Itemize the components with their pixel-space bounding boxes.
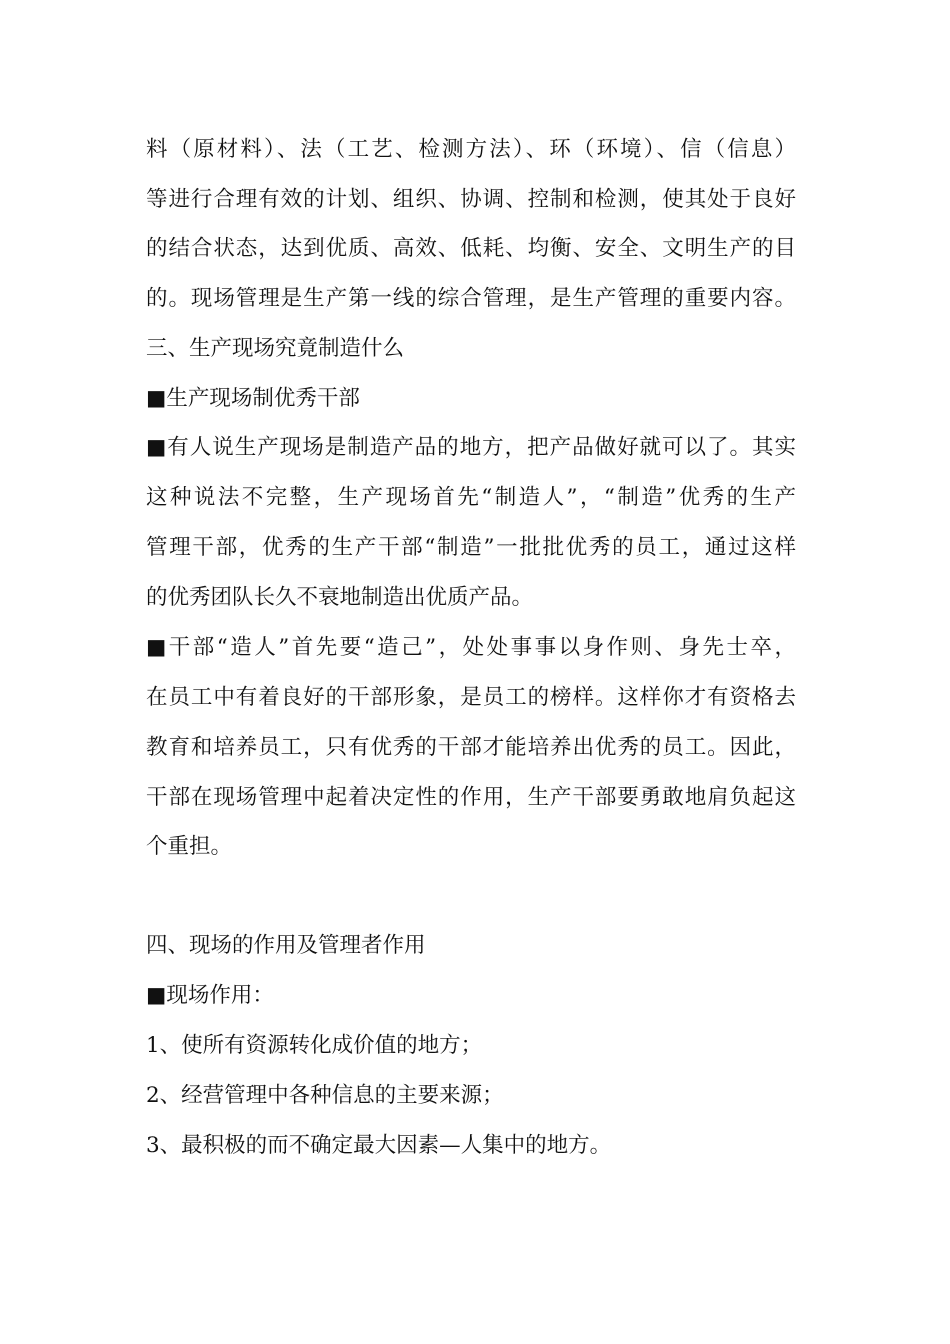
paragraph-line: 的。现场管理是生产第一线的综合管理，是生产管理的重要内容。 [146,286,796,311]
section-heading: 四、现场的作用及管理者作用 [146,933,426,958]
bullet-heading: ■生产现场制优秀干部 [146,386,360,411]
paragraph-line: ■干部“造人”首先要“造己”，处处事事以身作则、身先士卒， [146,635,796,660]
section-heading: 三、生产现场究竟制造什么 [146,336,405,361]
paragraph-line: 等进行合理有效的计划、组织、协调、控制和检测，使其处于良好 [146,187,796,212]
paragraph-line: 的结合状态，达到优质、高效、低耗、均衡、安全、文明生产的目 [146,236,796,261]
paragraph-line: 的优秀团队长久不衰地制造出优质产品。 [146,585,534,610]
document-page [146,0,796,1344]
list-item: 1、使所有资源转化成价值的地方； [146,1033,483,1058]
list-item: 3、最积极的而不确定最大因素—人集中的地方。 [146,1133,612,1158]
paragraph-line: 管理干部，优秀的生产干部“制造”一批批优秀的员工，通过这样 [146,535,796,560]
paragraph-line: 教育和培养员工，只有优秀的干部才能培养出优秀的员工。因此， [146,735,796,760]
paragraph-line: 个重担。 [146,834,233,859]
paragraph-line: 这种说法不完整，生产现场首先“制造人”，“制造”优秀的生产 [146,485,796,510]
list-item: 2、经营管理中各种信息的主要来源； [146,1083,504,1108]
bullet-heading: ■现场作用： [146,983,274,1008]
paragraph-line: 料（原材料）、法（工艺、检测方法）、环（环境）、信（信息） [146,137,796,162]
paragraph-line: 干部在现场管理中起着决定性的作用，生产干部要勇敢地肩负起这 [146,785,796,810]
paragraph-line: ■有人说生产现场是制造产品的地方，把产品做好就可以了。其实 [146,435,796,460]
paragraph-line: 在员工中有着良好的干部形象，是员工的榜样。这样你才有资格去 [146,685,796,710]
